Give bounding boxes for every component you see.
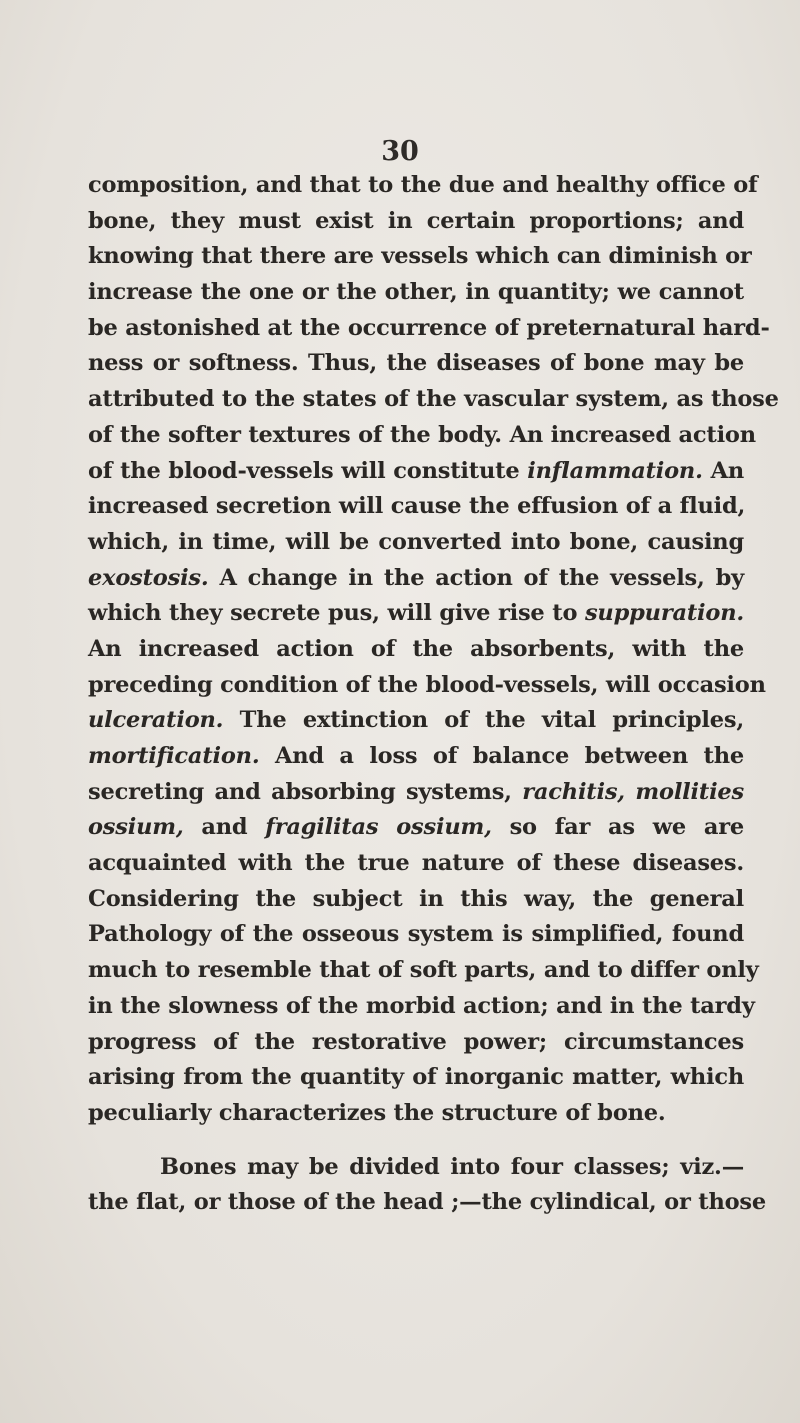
text-line [88, 882, 744, 918]
text-run: increased secretion will cause the effusion of a fluid, [88, 493, 746, 520]
text-run: An increased action of the absorbents, with the [88, 635, 744, 662]
italic-term: ossium, [88, 814, 184, 841]
text-line [88, 953, 759, 989]
text-run: acquainted with the true nature of these diseases. [88, 850, 744, 877]
italic-term: inflammation. [527, 457, 703, 484]
text-run: so far as we are [491, 814, 745, 841]
text-line [88, 1025, 744, 1061]
text-line [88, 382, 779, 418]
text-run: A change in the action of the vessels, by [208, 564, 744, 591]
text-line [88, 1060, 744, 1096]
text-run: Pathology of the osseous system is simplified, found [88, 921, 744, 948]
text-run: peculiarly characterizes the structure of bone. [88, 1099, 666, 1126]
paragraph-gap [88, 1132, 744, 1150]
text-line [88, 1096, 744, 1132]
text-run: Bones may be divided into four classes; viz.— [160, 1153, 744, 1180]
text-line [88, 917, 744, 953]
text-line [88, 739, 744, 775]
italic-term: exostosis. [88, 564, 209, 591]
text-run: preceding condition of the blood-vessels, will occasion [88, 671, 766, 698]
text-line [88, 989, 755, 1025]
text-run: of the blood-vessels will constitute [88, 457, 528, 484]
text-line [88, 810, 744, 846]
text-run: The extinction of the vital principles, [223, 707, 744, 734]
text-line [88, 775, 744, 811]
text-run: attributed to the states of the vascular system, as those [88, 386, 779, 413]
text-run: in the slowness of the morbid action; and in the tardy [88, 992, 755, 1019]
text-line [88, 525, 744, 561]
text-run: much to resemble that of soft parts, and to differ only [88, 957, 759, 984]
text-run: progress of the restorative power; circumstances [88, 1028, 744, 1055]
text-line [88, 596, 744, 632]
italic-term: ulceration. [88, 707, 224, 734]
text-run: Considering the subject in this way, the general [88, 885, 744, 912]
text-run: increase the one or the other, in quantity; we cannot [88, 279, 744, 306]
text-line [88, 239, 752, 275]
text-run: composition, and that to the due and healthy office of [88, 172, 758, 198]
text-line [88, 168, 758, 204]
text-line [88, 846, 744, 882]
italic-term: fragilitas ossium, [265, 814, 492, 841]
text-run: secreting and absorbing systems, [88, 778, 523, 805]
text-run: and [183, 814, 266, 841]
text-line [88, 418, 756, 454]
text-line [88, 668, 766, 704]
text-run: be astonished at the occurrence of preternatural hard- [88, 314, 770, 341]
page-number: 30 [381, 136, 419, 167]
text-line [88, 1185, 767, 1221]
text-line [88, 454, 744, 490]
text-run: And a loss of balance between the [259, 743, 744, 769]
text-run: arising from the quantity of inorganic matter, which [88, 1064, 744, 1091]
text-line [88, 561, 744, 597]
text-line [88, 489, 744, 525]
italic-term: mortification. [88, 743, 260, 769]
text-line [88, 703, 744, 739]
text-run: ness or softness. Thus, the diseases of bone may be [88, 350, 744, 377]
text-line [88, 275, 744, 311]
text-run: which they secrete pus, will give rise to [88, 600, 585, 627]
text-line [88, 1150, 744, 1186]
text-line [88, 632, 744, 668]
text-line [88, 204, 744, 240]
text-run: of the softer textures of the body. An increased action [88, 421, 756, 448]
body-text [88, 168, 779, 1221]
italic-term: suppuration. [584, 600, 744, 627]
text-run: which, in time, will be converted into bone, causing [88, 528, 744, 555]
text-run: bone, they must exist in certain proportions; and [88, 207, 744, 234]
italic-term: rachitis, mollities [522, 778, 744, 805]
text-line [88, 346, 744, 382]
text-run: knowing that there are vessels which can diminish or [88, 243, 752, 270]
text-run: the flat, or those of the head ;—the cylindical, or those [88, 1189, 767, 1216]
text-line [88, 311, 770, 347]
text-run: An [702, 457, 744, 484]
